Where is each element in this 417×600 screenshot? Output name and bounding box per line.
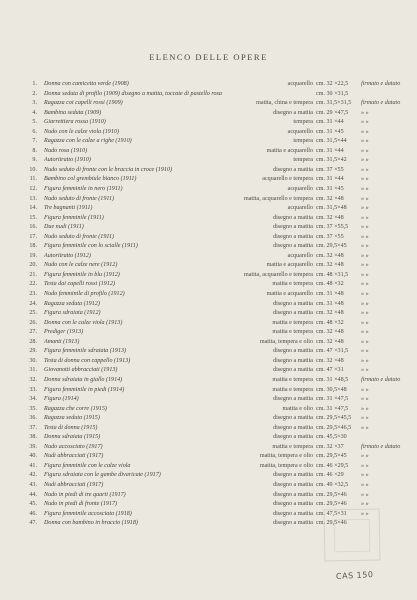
entry-size: cm. 29,5×46 (316, 491, 347, 498)
entry-technique: disegno a matita (273, 510, 313, 517)
entry-technique: disegno a matita (273, 415, 313, 422)
faded-stamp (324, 509, 381, 562)
entry-technique: disegno a matita (273, 472, 313, 479)
entry-size: cm. 48 ×31,5 (316, 271, 349, 278)
entry-number: 9. (32, 157, 37, 164)
entry-row-23 (20, 290, 416, 300)
entry-note: » » (361, 319, 369, 326)
entry-row-12 (20, 185, 416, 195)
entry-technique: matita e olio (282, 405, 313, 412)
entry-note: » » (361, 214, 369, 221)
page-title: ELENCO DELLE OPERE (149, 52, 268, 62)
entry-size: cm. 32 ×48 (316, 310, 344, 317)
entry-note: » » (361, 300, 369, 307)
entry-row-22 (20, 280, 416, 290)
entry-title: Due nudi (1911) (44, 224, 84, 231)
entry-technique: disegno a matita (273, 348, 313, 355)
entry-row-43 (20, 481, 416, 491)
entry-note: » » (361, 205, 369, 212)
entry-title: Figura femminile (1911) (44, 214, 104, 221)
entry-technique: matita, tempera e olio (259, 462, 313, 469)
entry-size: cm. 32 ×48 (316, 357, 344, 364)
entry-note: » » (361, 262, 369, 269)
entry-note: » » (361, 157, 369, 164)
entry-size: cm. 31 ×47,5 (316, 405, 349, 412)
entry-size: cm. 31 ×48 (316, 300, 344, 307)
entry-technique: disegno a matita (273, 434, 313, 441)
entry-title: Nudo con le calze viola (1910) (44, 128, 119, 135)
entry-size: cm. 49 ×32,5 (316, 481, 349, 488)
entry-title: Figura femminile in blu (1912) (44, 271, 120, 278)
entry-technique: matita e acquarello (266, 262, 313, 269)
entry-title: Ragazza seduta (1912) (44, 300, 100, 307)
entry-row-4 (20, 109, 416, 119)
entry-number: 6. (32, 128, 37, 135)
entry-technique: tempera (293, 138, 313, 145)
entry-size: cm. 32 ×48 (316, 195, 344, 202)
entry-size: cm. 30,5×48 (316, 386, 347, 393)
entry-size: cm. 37 ×55,5 (316, 224, 349, 231)
entry-note: firmato e datato (361, 100, 401, 107)
entry-size: cm. 29,5×46 (316, 501, 347, 508)
entry-row-24 (20, 300, 416, 310)
entry-size: cm. 29,5×45 (316, 453, 347, 460)
entry-technique: matita e acquarello (266, 291, 313, 298)
entry-row-17 (20, 233, 416, 243)
entry-size: cm. 32 ×48 (316, 338, 344, 345)
entry-technique: disegno a matita (273, 233, 313, 240)
entry-number: 34. (29, 396, 37, 403)
entry-size: cm. 32 ×48 (316, 262, 344, 269)
entry-note: firmato e datato (361, 376, 401, 383)
entry-number: 28. (29, 338, 37, 345)
entry-size: cm. 31 ×44 (316, 119, 344, 126)
entry-technique: tempera (293, 119, 313, 126)
entry-title: Donna seduta di profilo (1909) disegno a matita, toccate di pastello rosa (44, 90, 222, 97)
entry-row-2 (20, 90, 416, 100)
entry-technique: tempera (293, 157, 313, 164)
entry-row-21 (20, 271, 416, 281)
entry-title: Giovanotti abbracciati (1913) (44, 367, 118, 374)
entry-number: 18. (29, 243, 37, 250)
entry-technique: matita, china e tempera (256, 100, 313, 107)
entry-size: cm. 47 ×31,5 (316, 348, 349, 355)
entry-number: 23. (29, 291, 37, 298)
entry-note: firmato e datato (361, 443, 401, 450)
entry-row-25 (20, 309, 416, 319)
entry-size: cm. 31,5×31,5 (316, 100, 352, 107)
entry-note: » » (361, 243, 369, 250)
entry-technique: matita e acquarello (266, 147, 313, 154)
entry-row-6 (20, 128, 416, 138)
entry-row-38 (20, 433, 416, 443)
entry-row-8 (20, 147, 416, 157)
entry-number: 29. (29, 348, 37, 355)
entry-note: firmato e datato (361, 81, 401, 87)
entry-number: 37. (29, 424, 37, 431)
entry-row-7 (20, 137, 416, 147)
entry-note: » » (361, 329, 369, 336)
entry-size: cm. 29,5×45,5 (316, 415, 352, 422)
entry-number: 31. (29, 367, 37, 374)
entry-note: » » (361, 195, 369, 202)
entry-row-26 (20, 319, 416, 329)
entry-row-35 (20, 405, 416, 415)
entry-technique: disegno a matita (273, 367, 313, 374)
entry-title: Prediger (1913) (44, 329, 84, 336)
entry-number: 13. (29, 195, 37, 202)
entry-title: Donna sdraiata in giallo (1914) (44, 376, 123, 383)
entry-title: Nudo seduto di fronte (1911) (44, 195, 115, 202)
entry-title: Donna con camicetta verde (1908) (44, 81, 129, 87)
entry-number: 39. (29, 443, 37, 450)
entry-number: 21. (29, 271, 37, 278)
entry-title: Amanti (1913) (44, 338, 80, 345)
entry-size: cm. 31,5×48 (316, 205, 347, 212)
entry-note: » » (361, 348, 369, 355)
entry-note: » » (361, 119, 369, 126)
entry-technique: disegno a matita (273, 109, 313, 116)
entry-note: » » (361, 186, 369, 193)
entry-number: 10. (29, 166, 37, 173)
entry-row-11 (20, 175, 416, 185)
entry-technique: disegno a matita (273, 501, 313, 508)
entry-number: 3. (32, 100, 37, 107)
entry-technique: disegno a matita (273, 166, 313, 173)
entry-number: 47. (29, 520, 37, 527)
entry-note: » » (361, 491, 369, 498)
entry-size: cm. 47 ×31 (316, 367, 344, 374)
entry-note: » » (361, 233, 369, 240)
entry-size: cm. 45,5×30 (316, 434, 347, 441)
entry-number: 33. (29, 386, 37, 393)
entry-row-28 (20, 338, 416, 348)
entry-title: Figura femminile con le calze viola (44, 462, 131, 469)
entry-number: 32. (29, 376, 37, 383)
entry-number: 22. (29, 281, 37, 288)
entry-size: cm. 46 ×29,5 (316, 462, 349, 469)
entry-row-29 (20, 347, 416, 357)
entry-technique: matita, acquarello e tempera (243, 195, 313, 202)
entry-size: cm. 31,5×44 (316, 138, 347, 145)
entry-title: Testa di donna (1915) (44, 424, 98, 431)
entry-note: » » (361, 176, 369, 183)
entry-note: » » (361, 396, 369, 403)
entry-row-34 (20, 395, 416, 405)
entry-row-16 (20, 223, 416, 233)
entry-technique: matita, tempera e olio (259, 453, 313, 460)
entry-size: cm. 32 ×48 (316, 214, 344, 221)
entry-size: cm. 31 ×45 (316, 186, 344, 193)
entry-note: » » (361, 424, 369, 431)
entry-technique: acquarello e tempera (262, 176, 313, 183)
entry-number: 11. (29, 176, 37, 183)
entry-row-14 (20, 204, 416, 214)
entry-technique: disegno a matita (273, 357, 313, 364)
entry-number: 7. (32, 138, 37, 145)
entry-technique: disegno a matita (273, 214, 313, 221)
entry-technique: disegno a matita (273, 243, 313, 250)
entry-technique: disegno a matita (273, 424, 313, 431)
entry-size: cm. 29,5×46 (316, 520, 347, 527)
entry-title: Tre bagnanti (1911) (44, 205, 93, 212)
entry-technique: acquarello (287, 252, 313, 259)
entry-title: Donna sdraiata (1915) (44, 434, 101, 441)
entry-size: cm. 37 ×55 (316, 233, 344, 240)
entry-note: » » (361, 147, 369, 154)
entry-number: 20. (29, 262, 37, 269)
entry-note: » » (361, 462, 369, 469)
entry-note: » » (361, 415, 369, 422)
entry-row-19 (20, 252, 416, 262)
entry-number: 44. (29, 491, 37, 498)
entry-row-15 (20, 214, 416, 224)
entry-note: » » (361, 367, 369, 374)
entry-technique: disegno a matita (273, 520, 313, 527)
entry-title: Ragazza coi capelli rossi (1909) (44, 100, 123, 107)
entry-size: cm. 31 ×48,5 (316, 376, 349, 383)
entry-size: cm. 48 ×32 (316, 319, 344, 326)
entry-row-37 (20, 424, 416, 434)
entry-note: » » (361, 109, 369, 116)
entry-note: » » (361, 166, 369, 173)
entry-number: 35. (29, 405, 37, 412)
entry-row-20 (20, 261, 416, 271)
entry-row-31 (20, 366, 416, 376)
entry-size: cm. 32 ×48 (316, 252, 344, 259)
entry-title: Autoritratto (1910) (44, 157, 91, 164)
entry-title: Nudo in piedi di fronte (1917) (44, 501, 118, 508)
entry-note: » » (361, 338, 369, 345)
entry-title: Figura femminile in piedi (1914) (44, 386, 125, 393)
entry-size: cm. 31 ×47,5 (316, 396, 349, 403)
entry-title: Nudo in piedi di tre quarti (1917) (44, 491, 126, 498)
entry-size: cm. 29,5×45 (316, 243, 347, 250)
entry-number: 46. (29, 510, 37, 517)
entry-size: cm. 37 ×55 (316, 166, 344, 173)
entry-technique: matita, acquarello e tempera (243, 271, 313, 278)
entry-row-36 (20, 414, 416, 424)
entry-title: Nudo seduto di fronte (1911) (44, 233, 115, 240)
entry-technique: matita e tempera (272, 443, 313, 450)
entry-note: » » (361, 472, 369, 479)
entry-note: » » (361, 501, 369, 508)
entry-row-40 (20, 452, 416, 462)
entry-note: » » (361, 510, 369, 517)
entry-number: 41. (29, 462, 37, 469)
entry-size: cm. 30 ×31,5 (316, 90, 349, 97)
entry-technique: disegno a matita (273, 491, 313, 498)
entry-technique: disegno a matita (273, 224, 313, 231)
entry-size: cm. 31,5×42 (316, 157, 347, 164)
entry-row-32 (20, 376, 416, 386)
entry-size: cm. 32 ×48 (316, 329, 344, 336)
entry-title: Nudi abbracciati (1917) (44, 481, 104, 488)
entry-size: cm. 46 ×29 (316, 472, 344, 479)
entry-title: Testa di donna con cappello (1913) (44, 357, 131, 364)
entry-row-10 (20, 166, 416, 176)
entry-row-30 (20, 357, 416, 367)
entry-size: cm. 29 ×47,5 (316, 109, 349, 116)
entry-number: 14. (29, 205, 37, 212)
entry-row-9 (20, 156, 416, 166)
entry-title: Donna con le calze viola (1913) (44, 319, 123, 326)
entry-note: » » (361, 357, 369, 364)
entry-number: 42. (29, 472, 37, 479)
entry-number: 25. (29, 310, 37, 317)
entry-technique: acquarello (287, 186, 313, 193)
entry-number: 36. (29, 415, 37, 422)
entry-technique: acquarello (287, 128, 313, 135)
entry-number: 4. (32, 109, 37, 116)
entry-title: Figura sdraiata con le gambe divaricate (1917) (44, 472, 161, 479)
entry-title: Nudo con le calze nere (1912) (44, 262, 118, 269)
entry-title: Donna con bambino in braccio (1918) (44, 520, 138, 527)
entry-technique: acquarello (287, 81, 313, 87)
entry-title: Bambina seduta (1909) (44, 109, 102, 116)
entry-note: » » (361, 252, 369, 259)
entry-number: 45. (29, 501, 37, 508)
entry-technique: matita e tempera (272, 319, 313, 326)
entry-technique: matita e tempera (272, 329, 313, 336)
entry-row-18 (20, 242, 416, 252)
entry-number: 30. (29, 357, 37, 364)
entry-number: 1. (32, 81, 37, 87)
entry-title: Nudo rosa (1910) (44, 147, 88, 154)
entry-row-5 (20, 118, 416, 128)
entry-technique: matita e tempera (272, 281, 313, 288)
entry-title: Nudo seduto di fronte con le braccia in croce (1910) (44, 166, 172, 173)
entry-row-33 (20, 386, 416, 396)
entry-number: 12. (29, 186, 37, 193)
entry-number: 24. (29, 300, 37, 307)
entry-row-1 (20, 80, 416, 90)
entry-size: cm. 31 ×44 (316, 147, 344, 154)
entry-size: cm. 31 ×48 (316, 291, 344, 298)
entry-title: Ragazza con le calze a righe (1910) (44, 138, 132, 145)
entry-technique: matita e tempera (272, 386, 313, 393)
entry-number: 2. (32, 90, 37, 97)
entry-title: Nudi abbracciati (1917) (44, 453, 104, 460)
entry-row-27 (20, 328, 416, 338)
entry-title: Figura femminile accosciata (1918) (44, 510, 132, 517)
entry-technique: disegno a matita (273, 310, 313, 317)
entry-note: » » (361, 291, 369, 298)
entry-number: 26. (29, 319, 37, 326)
entry-technique: disegno a matita (273, 300, 313, 307)
entry-note: » » (361, 224, 369, 231)
entry-title: Figura sdraiata (1912) (44, 310, 101, 317)
entry-technique: disegno a matita (273, 481, 313, 488)
entry-note: » » (361, 386, 369, 393)
entry-title: Nudo accosciato (1917) (44, 443, 103, 450)
entry-size: cm. 32 ×37 (316, 443, 344, 450)
entry-title: Bambino col grembiule bianco (1911) (44, 176, 137, 183)
entry-title: Figura femminile con lo scialle (1911) (44, 243, 138, 250)
entry-title: Ragazza che corre (1915) (44, 405, 107, 412)
entry-size: cm. 29,5×46,5 (316, 424, 352, 431)
entry-number: 40. (29, 453, 37, 460)
entry-row-3 (20, 99, 416, 109)
entry-note: » » (361, 310, 369, 317)
entry-size: cm. 47,5×31 (316, 510, 347, 517)
entry-note: » » (361, 481, 369, 488)
entry-note: » » (361, 271, 369, 278)
entry-note: » » (361, 405, 369, 412)
entry-title: Giarrettiera rossa (1910) (44, 119, 106, 126)
entry-title: Ragazza seduta (1915) (44, 415, 100, 422)
entry-technique: acquarello (287, 205, 313, 212)
entry-number: 5. (32, 119, 37, 126)
entry-technique: matita, tempera e olio (259, 338, 313, 345)
entry-note: » » (361, 281, 369, 288)
entry-title: Figura femminile sdraiata (1913) (44, 348, 127, 355)
catalog-number: CAS 150 (335, 570, 374, 581)
entry-note: » » (361, 138, 369, 145)
entry-title: Testa dai capelli rossi (1912) (44, 281, 115, 288)
entry-number: 15. (29, 214, 37, 221)
works-list (20, 80, 416, 529)
entry-row-44 (20, 491, 416, 501)
entry-size: cm. 32 ×22,5 (316, 81, 349, 87)
entry-title: Autoritratto (1912) (44, 252, 91, 259)
entry-row-42 (20, 471, 416, 481)
entry-note: » » (361, 453, 369, 460)
entry-number: 43. (29, 481, 37, 488)
entry-title: Figura femminile in nero (1911) (44, 186, 123, 193)
entry-title: Figura (1914) (44, 396, 79, 403)
entry-number: 27. (29, 329, 37, 336)
entry-technique: matita e tempera (272, 376, 313, 383)
entry-size: cm. 31 ×45 (316, 128, 344, 135)
entry-size: cm. 48 ×32 (316, 281, 344, 288)
entry-number: 38. (29, 434, 37, 441)
entry-row-39 (20, 443, 416, 453)
entry-size: cm. 31 ×44 (316, 176, 344, 183)
entry-number: 19. (29, 252, 37, 259)
entry-row-13 (20, 195, 416, 205)
entry-number: 8. (32, 147, 37, 154)
entry-number: 17. (29, 233, 37, 240)
entry-note: » » (361, 128, 369, 135)
faded-stamp-inner (334, 519, 371, 553)
entry-title: Nudo femminile di profilo (1912) (44, 291, 125, 298)
entry-number: 16. (29, 224, 37, 231)
entry-technique: disegno a matita (273, 396, 313, 403)
entry-row-41 (20, 462, 416, 472)
